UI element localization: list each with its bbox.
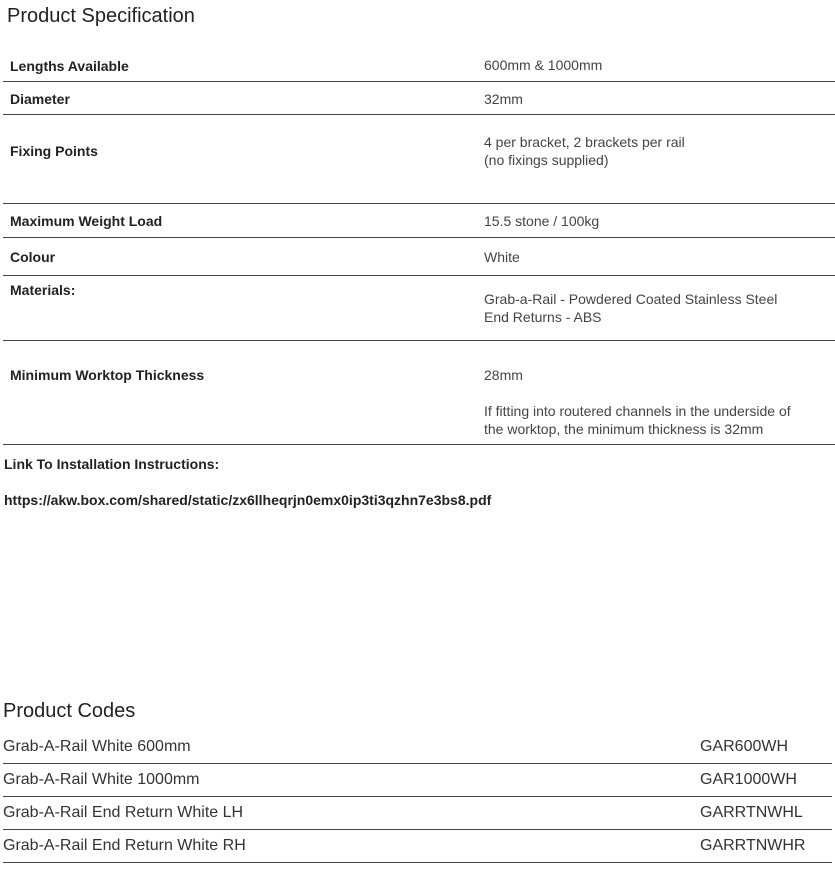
product-name: Grab-A-Rail White 600mm (3, 738, 191, 755)
spec-value: White (484, 249, 520, 265)
product-code: GAR1000WH (700, 771, 797, 788)
spec-title: Product Specification (7, 5, 195, 27)
spec-label: Maximum Weight Load (10, 213, 163, 229)
spec-row-lengths (3, 47, 835, 82)
spec-label: Colour (10, 249, 56, 265)
table-row (3, 764, 832, 797)
spec-row-worktop (3, 341, 835, 445)
spec-value: 15.5 stone / 100kg (484, 213, 600, 229)
spec-row-materials (3, 276, 835, 341)
product-code: GARRTNWHL (700, 804, 803, 821)
table-row (3, 797, 832, 830)
installation-link[interactable]: https://akw.box.com/shared/static/zx6llheqrjn0emx0ip3ti3qzhn7e3bs8.pdf (4, 492, 492, 508)
spec-value: 4 per bracket, 2 brackets per rail (484, 134, 685, 150)
spec-row-diameter (3, 82, 835, 115)
product-name: Grab-A-Rail End Return White LH (3, 804, 244, 821)
spec-value: End Returns - ABS (484, 309, 602, 325)
spec-row-colour (3, 238, 835, 276)
product-code: GAR600WH (700, 738, 789, 755)
product-code: GARRTNWHR (700, 837, 806, 854)
spec-label: Minimum Worktop Thickness (10, 367, 205, 383)
product-name: Grab-A-Rail White 1000mm (3, 771, 200, 788)
product-codes-table (3, 731, 832, 863)
spec-label: Diameter (10, 91, 70, 107)
spec-value: the worktop, the minimum thickness is 32mm (484, 421, 764, 437)
table-row (3, 830, 832, 863)
product-name: Grab-A-Rail End Return White RH (3, 837, 246, 854)
spec-value: Grab-a-Rail - Powdered Coated Stainless Steel (484, 291, 778, 307)
spec-label: Materials: (10, 282, 76, 298)
spec-value: 32mm (484, 91, 523, 107)
spec-row-fixing (3, 115, 835, 204)
product-codes-title: Product Codes (3, 700, 136, 722)
spec-value: (no fixings supplied) (484, 152, 609, 168)
spec-table (3, 47, 835, 445)
spec-value: If fitting into routered channels in the underside of (484, 403, 791, 419)
spec-label: Lengths Available (10, 58, 129, 74)
spec-value: 600mm & 1000mm (484, 57, 603, 73)
spec-row-weight (3, 204, 835, 238)
installation-link-label: Link To Installation Instructions: (4, 456, 220, 472)
spec-value: 28mm (484, 367, 523, 383)
table-row (3, 731, 832, 764)
spec-label: Fixing Points (10, 143, 98, 159)
